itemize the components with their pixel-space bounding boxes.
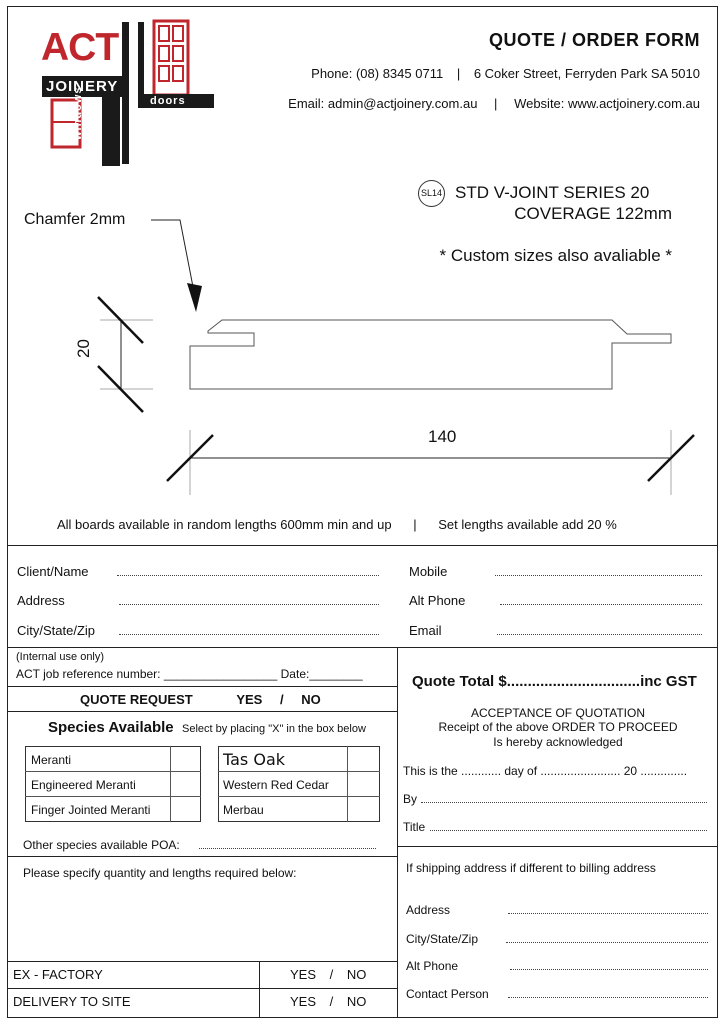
- phone-text: Phone: (08) 8345 0711: [311, 66, 444, 81]
- slash: /: [329, 967, 334, 982]
- divider: [7, 961, 397, 962]
- divider: [259, 961, 260, 1018]
- divider: [7, 647, 718, 648]
- species-checkbox-meranti[interactable]: [171, 747, 200, 770]
- quote-total-field[interactable]: ................................: [506, 673, 641, 690]
- divider: [397, 846, 718, 847]
- random-lengths-text: All boards available in random lengths 600mm min and up: [57, 517, 392, 532]
- logo-joinery-text: JOINERY: [46, 78, 119, 95]
- quote-request-label: QUOTE REQUEST: [80, 692, 193, 707]
- acceptance-date-line[interactable]: This is the ............ day of ........................ 20 ..............: [403, 764, 688, 778]
- by-field[interactable]: [421, 802, 707, 803]
- separator: |: [494, 96, 498, 111]
- client-address-label: Address: [17, 593, 65, 608]
- quote-request-yes[interactable]: YES: [236, 692, 263, 707]
- street-address-text: 6 Coker Street, Ferryden Park SA 5010: [473, 66, 700, 81]
- ship-contact-label: Contact Person: [406, 987, 489, 1001]
- job-reference-line[interactable]: ACT job reference number: _________________ Date:________: [16, 667, 363, 681]
- ex-factory-label: EX - FACTORY: [13, 967, 103, 982]
- species-option-label: Finger Jointed Meranti: [31, 803, 151, 817]
- logo-brand-text: ACT: [41, 26, 119, 69]
- quote-request-no[interactable]: NO: [301, 692, 321, 707]
- client-city-field[interactable]: [119, 634, 379, 635]
- species-option-label: Tas Oak: [223, 750, 286, 769]
- form-title: QUOTE / ORDER FORM: [489, 30, 700, 50]
- email-text: Email: admin@actjoinery.com.au: [288, 96, 478, 111]
- other-species-field[interactable]: [199, 848, 376, 849]
- client-name-label: Client/Name: [17, 564, 89, 579]
- species-option-label: Engineered Meranti: [31, 778, 136, 792]
- species-checkbox-tas-oak[interactable]: [348, 747, 379, 770]
- species-checkbox-engineered-meranti[interactable]: [171, 772, 200, 795]
- other-species-label: Other species available POA:: [23, 838, 180, 852]
- email-label: Email: [409, 623, 442, 638]
- quote-request-row: [80, 692, 321, 707]
- internal-use-note: (Internal use only): [16, 651, 105, 663]
- shipping-note: If shipping address if different to billing address: [406, 861, 656, 875]
- separator: |: [456, 66, 461, 81]
- client-city-label: City/State/Zip: [17, 623, 96, 638]
- species-option-label: Meranti: [31, 753, 72, 767]
- species-instruction: Select by placing "X" in the box below: [182, 723, 366, 735]
- alt-phone-label: Alt Phone: [409, 593, 466, 608]
- ex-factory-yes[interactable]: YES: [290, 967, 317, 982]
- column-divider: [397, 647, 398, 1018]
- ship-contact-field[interactable]: [508, 997, 708, 998]
- divider: [7, 711, 397, 712]
- delivery-site-no[interactable]: NO: [346, 994, 367, 1009]
- species-checkbox-merbau[interactable]: [348, 797, 379, 821]
- ship-city-field[interactable]: [506, 942, 708, 943]
- email-field[interactable]: [497, 634, 702, 635]
- client-address-field[interactable]: [119, 604, 379, 605]
- divider: [7, 545, 718, 546]
- client-name-field[interactable]: [117, 575, 379, 576]
- divider: [7, 988, 397, 989]
- chamfer-label: Chamfer 2mm: [24, 211, 126, 228]
- product-code: SL14: [420, 188, 443, 198]
- species-option-label: Western Red Cedar: [223, 778, 329, 792]
- width-dimension-label: 140: [428, 427, 457, 446]
- ship-address-label: Address: [406, 903, 451, 917]
- acceptance-line-2: Is hereby acknowledged: [493, 735, 623, 749]
- logo-windows-text: windows: [72, 86, 84, 140]
- height-dimension-label: 20: [74, 339, 93, 358]
- delivery-site-label: DELIVERY TO SITE: [13, 994, 131, 1009]
- divider: [7, 686, 397, 687]
- slash: /: [279, 692, 284, 707]
- quote-total-suffix: inc GST: [640, 673, 697, 690]
- quantity-note: Please specify quantity and lengths required below:: [23, 866, 297, 880]
- lengths-note: [57, 517, 617, 532]
- slash: /: [329, 994, 334, 1009]
- species-title: Species Available: [48, 719, 174, 736]
- ship-address-field[interactable]: [508, 913, 708, 914]
- species-option-label: Merbau: [223, 803, 264, 817]
- product-series: STD V-JOINT SERIES 20: [455, 183, 650, 202]
- ship-alt-phone-label: Alt Phone: [406, 959, 459, 973]
- ship-city-label: City/State/Zip: [406, 932, 479, 946]
- mobile-label: Mobile: [409, 564, 448, 579]
- species-checkbox-western-red-cedar[interactable]: [348, 772, 379, 795]
- set-lengths-text: Set lengths available add 20 %: [438, 517, 617, 532]
- title-field[interactable]: [430, 830, 707, 831]
- ex-factory-no[interactable]: NO: [346, 967, 367, 982]
- delivery-site-yes[interactable]: YES: [290, 994, 317, 1009]
- website-text: Website: www.actjoinery.com.au: [514, 96, 700, 111]
- species-checkbox-finger-jointed-meranti[interactable]: [171, 797, 200, 821]
- title-label: Title: [403, 820, 426, 834]
- custom-sizes-note: * Custom sizes also avaliable *: [439, 246, 672, 265]
- divider: [7, 856, 397, 857]
- quote-total-prefix: Quote Total $: [412, 673, 507, 690]
- by-label: By: [403, 792, 418, 806]
- ship-alt-phone-field[interactable]: [510, 969, 708, 970]
- ex-factory-options: [290, 967, 366, 982]
- logo-doors-text: doors: [150, 95, 186, 107]
- quote-total-line[interactable]: [412, 673, 697, 690]
- acceptance-line-1: Receipt of the above ORDER TO PROCEED: [438, 720, 678, 734]
- quantity-area[interactable]: [8, 884, 396, 960]
- acceptance-title: ACCEPTANCE OF QUOTATION: [470, 706, 645, 720]
- delivery-site-options: [290, 994, 366, 1009]
- separator: |: [413, 517, 417, 532]
- mobile-field[interactable]: [495, 575, 702, 576]
- alt-phone-field[interactable]: [500, 604, 702, 605]
- product-coverage: COVERAGE 122mm: [514, 204, 672, 223]
